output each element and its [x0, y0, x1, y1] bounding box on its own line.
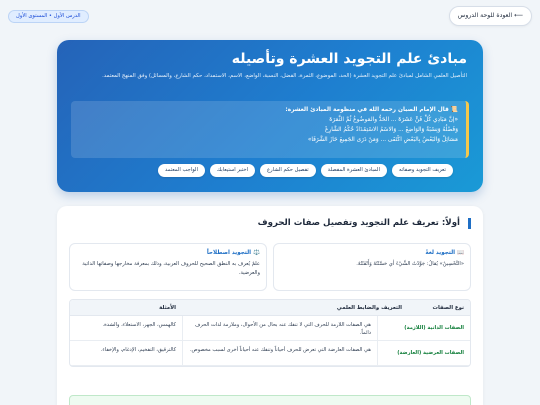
hero-subtitle: التأصيل العلمي الشامل لمبادئ علم التجويد العشرة (الحد، الموضوع، الثمرة، الفضل، النسبة، الواضع، الاسم، الاستمداد، حكم الشارع، والمسائل) وفق المنهج المعتمد.	[102, 73, 467, 79]
table-cell-examples: كالهمس، الجهر، الاستعلاء، والشدة.	[102, 322, 176, 328]
definition-technical-heading: ⚖️ التجويد اصطلاحاً	[206, 250, 260, 256]
definition-linguistic-heading: 📖 التجويد لغةً	[425, 250, 464, 256]
poem-line: «إنَّ مَبَادِي كُلِّ فَنٍّ عَشَرَهْ ... الحَدُّ والمَوضُوعُ ثُمَّ الثَّمَرَهْ	[329, 117, 458, 123]
chip-ten-principles[interactable]: المبادئ العشرة المفصلة	[321, 164, 387, 177]
definitions-row	[69, 243, 471, 291]
back-to-lessons-button[interactable]: ⟵ العودة للوحة الدروس	[449, 6, 532, 26]
definition-technical-text: علمٌ يُعرف به النطق الصحيح للحروف العربية، وذلك بمعرفة مخارجها وصفاتها الذاتية والعرضية.	[82, 261, 260, 276]
table-cell-examples: كالترقيق، التفخيم، الإدغام، والإخفاء.	[100, 347, 176, 353]
table-cell-definition: هي الصفات اللازمة للحرف التي لا تنفك عنه بحال من الأحوال، وملازمة لذات الحرف دائماً.	[182, 316, 378, 340]
section-card	[57, 206, 483, 405]
poem-title: 📜 قال الإمام الصبان رحمه الله في منظومة المبادئ العشرة:	[285, 107, 458, 113]
column-header-type: نوع الصفات	[432, 305, 464, 311]
definition-linguistic-text: «التَّحْسِينُ» يُقالُ: جَوَّدْتُ الشَّيْءَ أي حَسَّنْتُهُ وَأَتْقَنْتُهُ.	[356, 261, 464, 267]
page-title: مبادئ علم التجويد العشرة وتأصيله	[231, 51, 467, 67]
section-nav-chips	[97, 164, 453, 177]
lesson-hero	[57, 40, 483, 192]
chip-quiz[interactable]: اختبر استيعابك	[210, 164, 255, 177]
lesson-level-badge: الدرس الأول • المستوى الأول	[8, 10, 89, 23]
top-bar	[0, 6, 540, 26]
column-header-examples: الأمثلة	[159, 305, 176, 311]
chip-definition[interactable]: تعريف التجويد وصفاته	[392, 164, 453, 177]
column-header-definition: التعريف والضابط العلمي	[336, 305, 402, 311]
section-title: أولاً: تعريف علم التجويد وتفصيل صفات الحروف	[258, 218, 471, 229]
note-box	[69, 395, 471, 405]
table-header	[70, 300, 470, 316]
definition-technical	[69, 243, 267, 291]
table-row	[70, 341, 470, 366]
poem-line: وَفَضْلُهُ وَنِسْبَةٌ وَالوَاضِعْ ... وَالاسْمُ الاسْتِمْدَادُ حُكْمُ الشَّارِعْ	[324, 127, 458, 133]
table-cell-type: الصفات الذاتية (اللازمة)	[404, 325, 464, 331]
chip-homework[interactable]: الواجب المعتمد	[158, 164, 205, 177]
table-row	[70, 316, 470, 341]
poem-line: مَسَائِلٌ وَالبَعْضُ بِالبَعْضِ اكْتَفَى ... وَمَنْ دَرَى الجَمِيعَ حَازَ الشَّرَفَا»	[307, 137, 458, 143]
table-cell-definition: هي الصفات العارضة التي تعرض للحرف أحياناً وتنفك عنه أحياناً أخرى لسبب مخصوص.	[182, 341, 378, 365]
attributes-table	[69, 299, 471, 367]
poem-quote-box	[71, 101, 469, 158]
chip-legal-ruling[interactable]: تفصيل حكم الشارع	[260, 164, 316, 177]
definition-linguistic	[273, 243, 471, 291]
table-cell-type: الصفات العرضية (العارضة)	[397, 350, 464, 356]
